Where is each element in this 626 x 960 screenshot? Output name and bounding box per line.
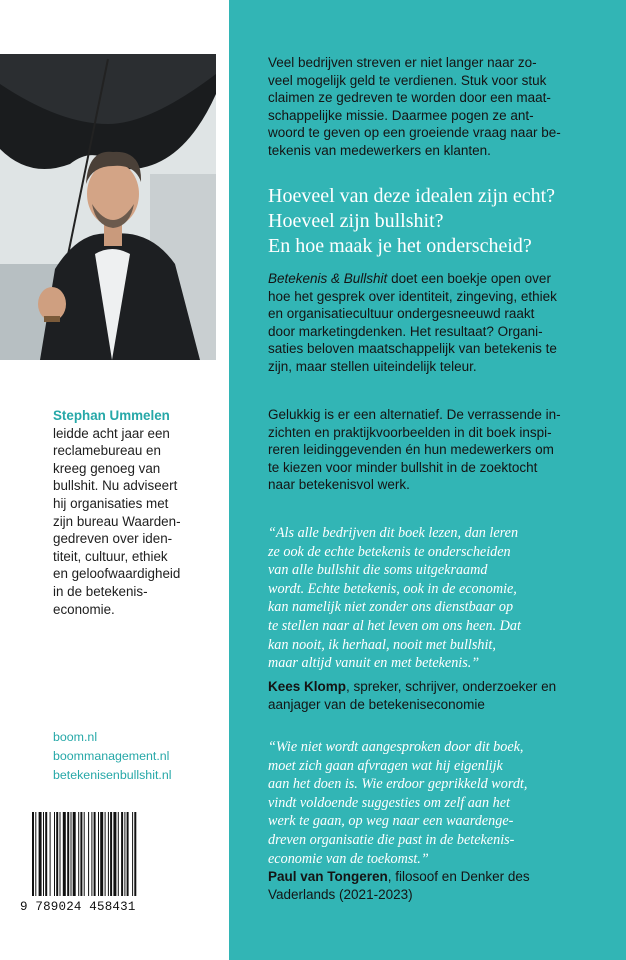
barcode-bar	[108, 812, 109, 896]
quote-paul-van-tongeren: “Wie niet wordt aangesproken door dit boek, moet zich gaan afvragen wat hij eigenlijk aan het doen is. Wie erdoor geprikkeld wordt, vindt voldoende suggesties om zelf aan het werk te gaan, op weg naar een waardenge- dreven organisatie die past in de betekenis- economie van de toekomst.”	[268, 739, 528, 867]
key-questions: Hoeveel van deze idealen zijn echt? Hoeveel zijn bullshit? En hoe maak je het onderscheid?	[268, 185, 556, 257]
barcode-bar	[134, 812, 136, 896]
barcode-bar	[43, 812, 44, 896]
barcode	[32, 812, 172, 898]
author-bio-text: leidde acht jaar een reclamebureau en kreeg genoeg van bullshit. Nu adviseert hij organisaties met zijn bureau Waarden- gedreven over iden- titeit, cultuur, ethiek en geloofwaardigheid in de betekenis- economie.	[53, 425, 181, 617]
barcode-bar	[98, 812, 99, 896]
barcode-bar	[54, 812, 55, 896]
author-photo-illustration	[0, 54, 216, 360]
barcode-bar	[32, 812, 34, 896]
barcode-bar	[100, 812, 103, 896]
author-photo	[0, 54, 216, 360]
barcode-bar	[73, 812, 76, 896]
barcode-bar	[94, 812, 96, 896]
author-name: Stephan Ummelen	[53, 408, 170, 423]
link-boommanagement[interactable]: boommanagement.nl	[53, 749, 170, 763]
intro-paragraph: Veel bedrijven streven er niet langer naar zo- veel mogelijk geld te verdienen. Stuk voor stuk claimen ze gedreven te worden door een maat- schappelijke missie. Daarmee pogen ze ant- woord te geven op een groeiende vraag naar be- tekenis van medewerkers en klanten.	[268, 55, 561, 158]
website-links	[53, 728, 171, 785]
barcode-bar	[50, 812, 51, 896]
barcode-bar	[124, 812, 125, 896]
barcode-bar	[88, 812, 89, 896]
link-boom[interactable]: boom.nl	[53, 730, 98, 744]
attribution-role: , filosoof en Denker des Vaderlands (2021-2023)	[268, 869, 530, 902]
barcode-bar	[121, 812, 123, 896]
barcode-bar	[35, 812, 36, 896]
barcode-bar	[63, 812, 66, 896]
barcode-bar	[118, 812, 119, 896]
barcode-bar	[67, 812, 69, 896]
barcode-bar	[84, 812, 85, 896]
attribution-kees-klomp	[268, 678, 598, 713]
attribution-name: Kees Klomp	[268, 679, 347, 694]
isbn-number: 9 789024 458431	[20, 900, 136, 914]
alternative-paragraph: Gelukkig is er een alternatief. De verrassende in- zichten en praktijkvoorbeelden in dit boek inspi- reren leidinggevenden én hun medewerkers om te kiezen voor minder bullshit in de zoektocht naar betekenisvol werk.	[268, 407, 561, 492]
summary-text: doet een boekje open over hoe het gesprek over identiteit, zingeving, ethiek en organisatiecultuur ondergesneeuwd raakt door marketingdenken. Het resultaat? Organi- saties beloven maatschappelijk van betekenis te zijn, maar stellen uiteindelijk teleur.	[268, 271, 557, 374]
summary-paragraph	[268, 270, 594, 375]
barcode-bar	[132, 812, 133, 896]
barcode-bar	[110, 812, 112, 896]
barcode-bar	[60, 812, 61, 896]
author-bio	[53, 407, 223, 618]
barcode-area	[20, 812, 180, 922]
attribution-name: Paul van Tongeren	[268, 869, 388, 884]
barcode-bar	[45, 812, 47, 896]
left-column	[0, 0, 229, 960]
barcode-bar	[78, 812, 79, 896]
attribution-paul-van-tongeren	[268, 868, 598, 903]
barcode-bar	[105, 812, 106, 896]
barcode-bar	[127, 812, 129, 896]
quote-kees-klomp: “Als alle bedrijven dit boek lezen, dan leren ze ook de echte betekenis te onderscheiden van alle bullshit die soms uitgekraamd wordt. Echte betekenis, ook in de economie, kan namelijk niet zonder ons dienstbaar op te stellen naar al het leven om ons heen. Dat kan nooit, ik herhaal, nooit met bullshit, maar altijd vanuit en met betekenis.”	[268, 525, 521, 672]
barcode-bar	[80, 812, 82, 896]
barcode-bar	[91, 812, 92, 896]
link-betekenisenbullshit[interactable]: betekenisenbullshit.nl	[53, 768, 172, 782]
barcode-bar	[56, 812, 58, 896]
book-title-inline: Betekenis & Bullshit	[268, 271, 388, 286]
barcode-bar	[39, 812, 42, 896]
barcode-bar	[113, 812, 116, 896]
attribution-role: , spreker, schrijver, onderzoeker en aanjager van de betekeniseconomie	[268, 679, 557, 712]
barcode-bar	[71, 812, 72, 896]
